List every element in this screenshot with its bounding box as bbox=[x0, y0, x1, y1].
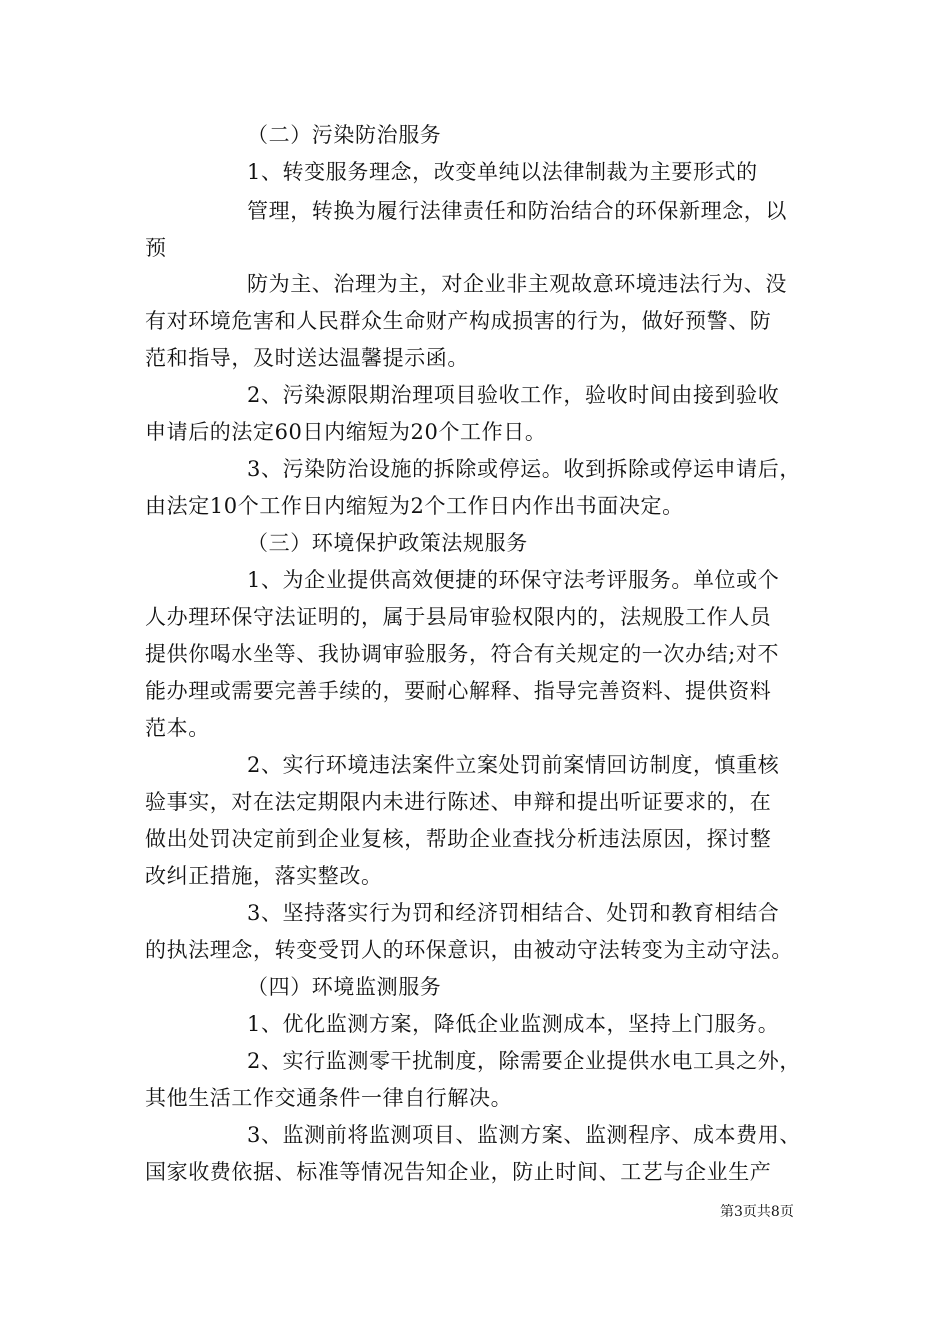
text-line: 验事实，对在法定期限内未进行陈述、申辩和提出听证要求的，在 bbox=[145, 790, 772, 814]
section-heading-3: （三）环境保护政策法规服务 bbox=[247, 531, 528, 555]
text-line: 申请后的法定60日内缩短为20个工作日。 bbox=[145, 420, 547, 444]
page-number: 第3页共8页 bbox=[720, 1204, 794, 1220]
text-line: 其他生活工作交通条件一律自行解决。 bbox=[145, 1086, 513, 1110]
text-line: 3、坚持落实行为罚和经济罚相结合、处罚和教育相结合 bbox=[247, 901, 780, 925]
text-line: 2、实行监测零干扰制度，除需要企业提供水电工具之外， bbox=[247, 1049, 801, 1073]
text-line: 防为主、治理为主，对企业非主观故意环境违法行为、没 bbox=[247, 272, 787, 296]
text-line: 人办理环保守法证明的，属于县局审验权限内的，法规股工作人员 bbox=[145, 605, 772, 629]
text-line: 1、优化监测方案，降低企业监测成本，坚持上门服务。 bbox=[247, 1012, 780, 1036]
text-line: 提供你喝水坐等、我协调审验服务，符合有关规定的一次办结;对不 bbox=[145, 642, 780, 666]
text-line: 由法定10个工作日内缩短为2个工作日内作出书面决定。 bbox=[145, 494, 684, 518]
text-line: 范本。 bbox=[145, 716, 210, 740]
text-line: 范和指导，及时送达温馨提示函。 bbox=[145, 346, 469, 370]
text-line: 3、监测前将监测项目、监测方案、监测程序、成本费用、 bbox=[247, 1123, 801, 1147]
text-line: 2、污染源限期治理项目验收工作，验收时间由接到验收 bbox=[247, 383, 780, 407]
text-line: 1、为企业提供高效便捷的环保守法考评服务。单位或个 bbox=[247, 568, 780, 592]
text-line: 预 bbox=[145, 236, 167, 260]
section-heading-4: （四）环境监测服务 bbox=[247, 975, 442, 999]
text-line: 改纠正措施，落实整改。 bbox=[145, 864, 383, 888]
text-line: 有对环境危害和人民群众生命财产构成损害的行为，做好预警、防 bbox=[145, 309, 772, 333]
text-line: 的执法理念，转变受罚人的环保意识，由被动守法转变为主动守法。 bbox=[145, 938, 793, 962]
section-heading-2: （二）污染防治服务 bbox=[247, 123, 442, 147]
text-line: 能办理或需要完善手续的，要耐心解释、指导完善资料、提供资料 bbox=[145, 679, 772, 703]
text-line: 管理，转换为履行法律责任和防治结合的环保新理念，以 bbox=[247, 199, 787, 223]
text-line: 1、转变服务理念，改变单纯以法律制裁为主要形式的 bbox=[247, 160, 758, 184]
text-line: 3、污染防治设施的拆除或停运。收到拆除或停运申请后， bbox=[247, 457, 801, 481]
text-line: 国家收费依据、标准等情况告知企业，防止时间、工艺与企业生产 bbox=[145, 1160, 772, 1184]
text-line: 2、实行环境违法案件立案处罚前案情回访制度，慎重核 bbox=[247, 753, 780, 777]
text-line: 做出处罚决定前到企业复核，帮助企业查找分析违法原因，探讨整 bbox=[145, 827, 772, 851]
